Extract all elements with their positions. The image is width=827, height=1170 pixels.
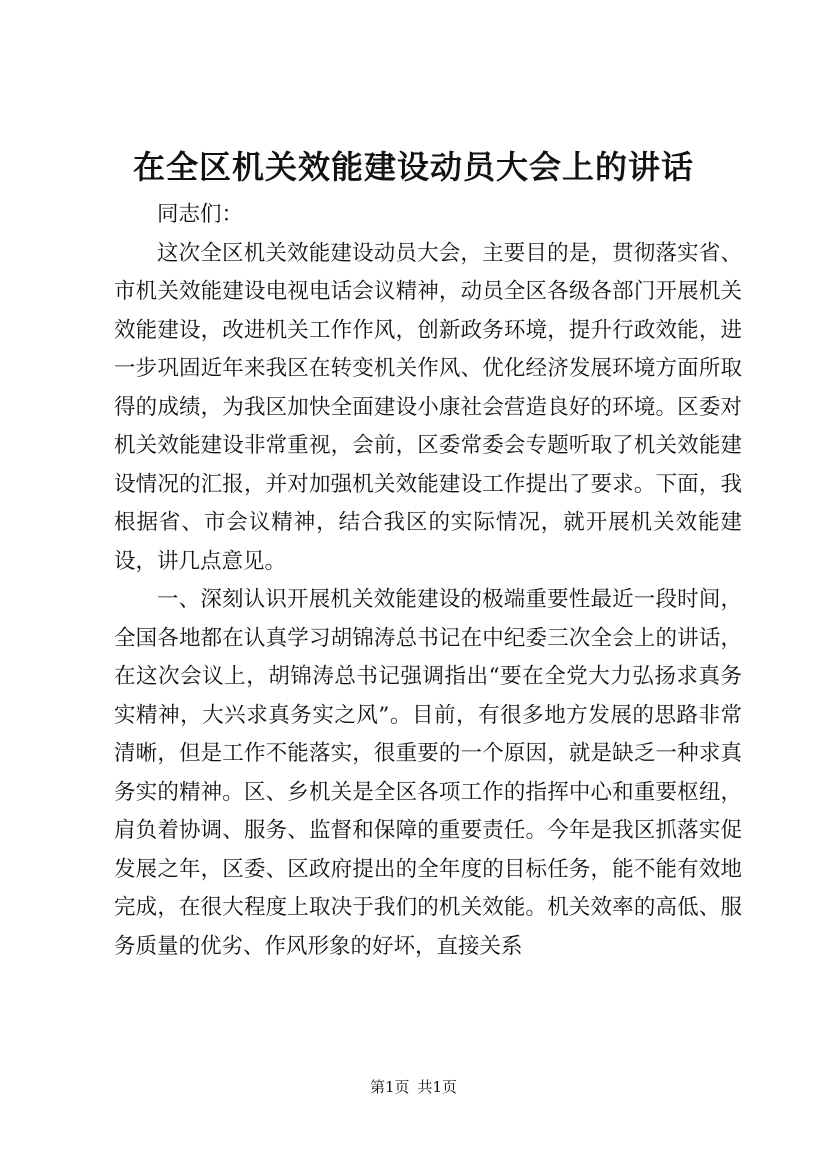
page-number: 第1页 [369,1078,410,1096]
page-total: 共1页 [417,1078,458,1096]
greeting: 同志们： [157,202,244,227]
document-title: 在全区机关效能建设动员大会上的讲话 [132,148,694,186]
paragraph-section-one: 一、深刻认识开展机关效能建设的极端重要性最近一段时间，全国各地都在认真学习胡锦涛总书记在中纪委三次全会上的讲话，在这次会议上，胡锦涛总书记强调指出“要在全党大力弘扬求真务实精神，大兴求真务实之风”。目前，有很多地方发展的思路非常清晰，但是工作不能落实，很重要的一个原因，就是缺乏一种求真务实的精神。区、乡机关是全区各项工作的指挥中心和重要枢纽，肩负着协调、服务、监督和保障的重要责任。今年是我区抓落实促发展之年，区委、区政府提出的全年度的目标任务，能不能有效地完成，在很大程度上取决于我们的机关效能。机关效率的高低、服务质量的优劣、作风形象的好坏，直接关系 [114,587,742,959]
paragraph-intro: 这次全区机关效能建设动员大会，主要目的是，贯彻落实省、市机关效能建设电视电话会议精神，动员全区各级各部门开展机关效能建设，改进机关工作作风，创新政务环境，提升行政效能，进一步巩固近年来我区在转变机关作风、优化经济发展环境方面所取得的成绩，为我区加快全面建设小康社会营造良好的环境。区委对机关效能建设非常重视，会前，区委常委会专题听取了机关效能建设情况的汇报，并对加强机关效能建设工作提出了要求。下面，我根据省、市会议精神，结合我区的实际情况，就开展机关效能建设，讲几点意见。 [114,240,742,574]
document-body [114,196,742,966]
page-footer [0,1076,827,1098]
